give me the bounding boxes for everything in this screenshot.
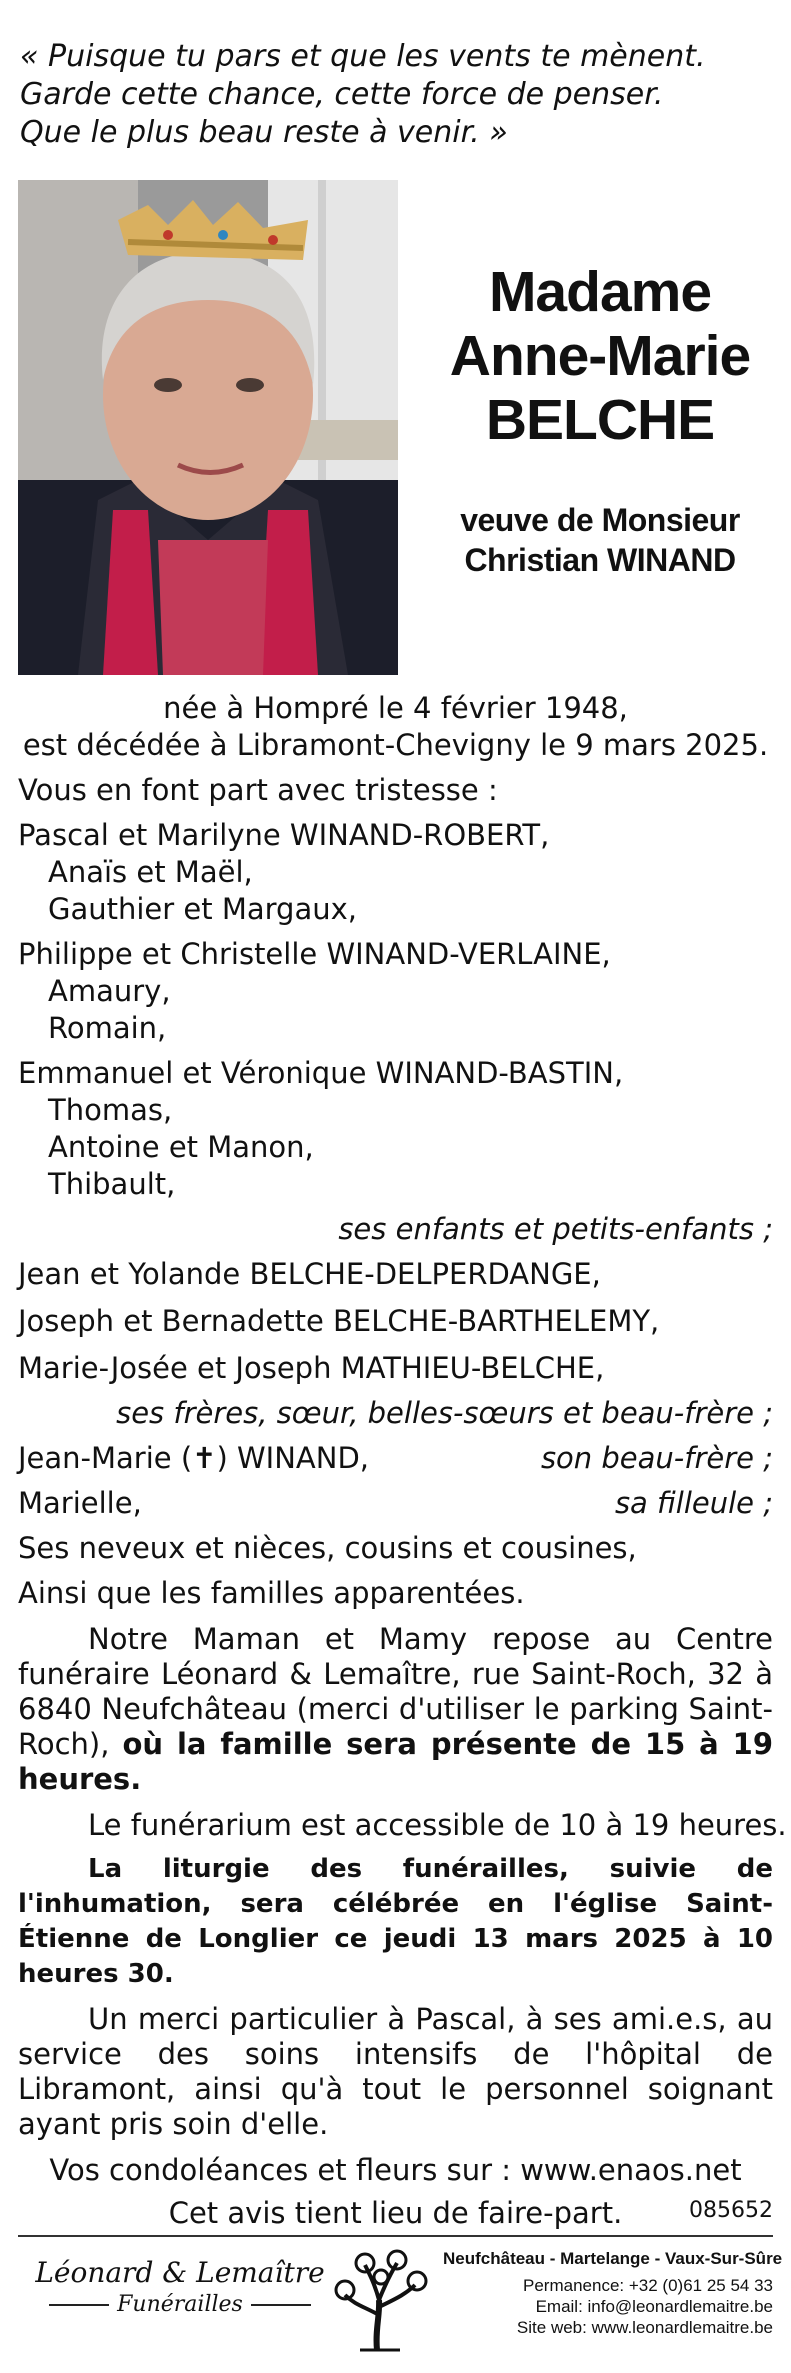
- goddaughter-role: sa filleule ;: [614, 1486, 773, 1520]
- family-line: Antoine et Manon,: [48, 1130, 314, 1164]
- deceased-title: Madame: [488, 260, 712, 324]
- funeral-home-logo: [30, 2255, 330, 2319]
- death-line: est décédée à Libramont-Chevigny le 9 mars 2025.: [22, 728, 769, 762]
- family-line: Anaïs et Maël,: [48, 855, 253, 889]
- funeral-home-subtitle: Funérailles: [117, 2292, 243, 2317]
- family-line: Amaury,: [48, 974, 171, 1008]
- liturgy-paragraph: La liturgie des funérailles, suivie de l'inhumation, sera célébrée en l'église Saint-Étienne de Longlier ce jeudi 13 mars 2025 à 10 heures 30.: [18, 1854, 773, 1989]
- siblings-role: ses frères, sœur, belles-sœurs et beau-frère ;: [116, 1396, 773, 1430]
- family-line: Romain,: [48, 1011, 167, 1045]
- spouse-info: [415, 500, 785, 580]
- family-line: Pascal et Marilyne WINAND-ROBERT,: [18, 818, 550, 852]
- condolences-line: Vos condoléances et fleurs sur : www.enaos.net: [49, 2153, 742, 2187]
- tree-icon: [325, 2245, 435, 2355]
- locations: Neufchâteau - Martelange - Vaux-Sur-Sûre: [443, 2249, 783, 2268]
- funeral-home-subtitle-row: [30, 2291, 330, 2319]
- phone: Permanence: +32 (0)61 25 54 33: [523, 2276, 773, 2295]
- family-line: Thibault,: [48, 1167, 176, 1201]
- portrait-photo: [18, 180, 398, 675]
- spouse-line: veuve de Monsieur: [460, 502, 740, 538]
- deceased-last-name: BELCHE: [485, 388, 715, 452]
- others-line: Ainsi que les familles apparentées.: [18, 1576, 525, 1610]
- sibling-line: Marie-Josée et Joseph MATHIEU-BELCHE,: [18, 1351, 605, 1385]
- footer-divider: [18, 2235, 773, 2237]
- quote-line: « Puisque tu pars et que les vents te mènent.: [20, 39, 706, 74]
- quote-block: [20, 38, 780, 152]
- birth-line: née à Hompré le 4 février 1948,: [163, 691, 628, 725]
- divider: [49, 2304, 109, 2306]
- thanks-paragraph: Un merci particulier à Pascal, à ses ami.e.s, au service des soins intensifs de l'hôpital de Libramont, ainsi qu'à tout le personnel soignant ayant pris soin d'elle.: [18, 2002, 773, 2141]
- family-line: Thomas,: [48, 1093, 173, 1127]
- divider: [251, 2304, 311, 2306]
- brother-in-law-row: [18, 1440, 773, 1477]
- reference-number: 085652: [689, 2198, 773, 2223]
- brother-in-law-name: Jean-Marie (✝) WINAND,: [18, 1441, 369, 1475]
- quote-line: Que le plus beau reste à venir. »: [20, 115, 508, 150]
- obituary-body: [18, 690, 787, 2232]
- others-line: Ses neveux et nièces, cousins et cousines,: [18, 1531, 637, 1565]
- family-line: Emmanuel et Véronique WINAND-BASTIN,: [18, 1056, 624, 1090]
- brother-in-law-role: son beau-frère ;: [540, 1441, 773, 1475]
- intro-line: Vous en font part avec tristesse :: [18, 773, 498, 807]
- deceased-first-name: Anne-Marie: [449, 324, 751, 388]
- quote-line: Garde cette chance, cette force de penser.: [20, 77, 664, 112]
- family-line: Philippe et Christelle WINAND-VERLAINE,: [18, 937, 611, 971]
- children-role: ses enfants et petits-enfants ;: [338, 1212, 773, 1246]
- funeral-home-name: Léonard & Lemaître: [35, 2256, 325, 2289]
- sibling-line: Joseph et Bernadette BELCHE-BARTHELEMY,: [18, 1304, 660, 1338]
- goddaughter-name: Marielle,: [18, 1486, 142, 1520]
- website: Site web: www.leonardlemaitre.be: [516, 2318, 773, 2337]
- spouse-line: Christian WINAND: [464, 542, 736, 578]
- family-line: Gauthier et Margaux,: [48, 892, 357, 926]
- goddaughter-row: [18, 1485, 773, 1522]
- notice-line: Cet avis tient lieu de faire-part.: [168, 2196, 623, 2230]
- email: Email: info@leonardlemaitre.be: [535, 2297, 773, 2316]
- contact-info: [443, 2248, 783, 2338]
- sibling-line: Jean et Yolande BELCHE-DELPERDANGE,: [18, 1257, 601, 1291]
- funerarium-line: Le funérarium est accessible de 10 à 19 heures.: [88, 1808, 787, 1842]
- deceased-name: [415, 260, 785, 452]
- rest-paragraph: [18, 1622, 773, 1797]
- rest-hours: où la famille sera présente de 15 à 19 heures.: [18, 1727, 774, 1796]
- rest-text: Notre Maman et Mamy repose au Centre funéraire Léonard & Lemaître, rue Saint-Roch, 32 à 6840 Neufchâteau (merci d'utiliser le parking Saint-Roch),: [18, 1622, 773, 1761]
